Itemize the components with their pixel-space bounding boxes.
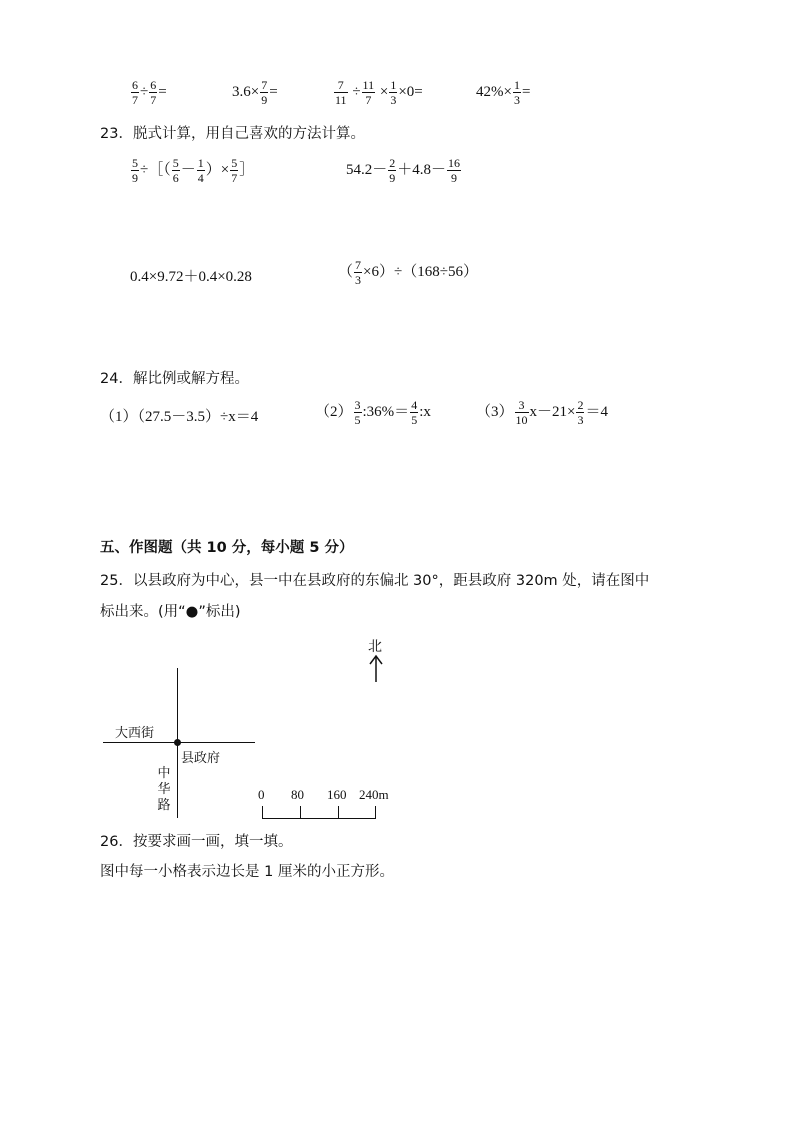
north-arrow-icon: [366, 654, 386, 684]
denominator: 7: [132, 93, 138, 107]
road-char: 华: [157, 782, 171, 797]
denominator: 9: [389, 171, 396, 185]
expr-text: ＋4.8－: [397, 161, 447, 178]
numerator: 5: [231, 156, 238, 170]
section-heading: 五、作图题（共 10 分，每小题 5 分）: [100, 540, 354, 556]
expr-text: （: [338, 263, 354, 280]
denominator: 9: [451, 171, 458, 185]
denominator: 3: [390, 93, 397, 107]
expr-row1-4: [476, 78, 530, 107]
operator: ÷: [352, 83, 361, 100]
numerator: 16: [448, 156, 461, 170]
denominator: 10: [515, 413, 528, 427]
numerator: 2: [577, 398, 584, 412]
expr-text: ）×: [205, 161, 230, 178]
expr-text: ＝4: [585, 403, 608, 420]
north-label: 北: [368, 639, 382, 655]
expr-row1-2: [232, 78, 278, 107]
expr-text: :36%＝: [362, 403, 410, 420]
denominator: 11: [335, 93, 347, 107]
denominator: 6: [172, 171, 179, 185]
denominator: 5: [411, 413, 418, 427]
q26-text-line1: 26．按要求画一画，填一填。: [100, 834, 293, 850]
county-gov-point: [174, 739, 181, 746]
scale-tick: [262, 806, 263, 819]
expr-text: ×0=: [398, 83, 423, 100]
q25-text-line2: 标出来。(用“●”标出): [100, 604, 241, 620]
expr-row1-3: [333, 78, 423, 107]
expr-text: 42%×: [476, 83, 512, 100]
gov-label: 县政府: [181, 751, 221, 766]
scale-tick: [375, 806, 376, 819]
operator: ×: [379, 83, 389, 100]
denominator: 3: [577, 413, 584, 427]
q24-title: 24．解比例或解方程。: [100, 371, 249, 387]
numerator: 6: [150, 78, 157, 92]
operator: ÷: [140, 83, 149, 100]
scale-label-240m: 240m: [359, 787, 389, 802]
scale-baseline: [262, 818, 376, 819]
denominator: 7: [150, 93, 157, 107]
numerator: 7: [334, 78, 348, 93]
q24-eq-3: [476, 398, 608, 427]
numerator: 7: [261, 78, 268, 92]
equals: =: [521, 83, 531, 100]
q23-expr-b: [346, 156, 462, 185]
denominator: 9: [261, 93, 268, 107]
denominator: 9: [132, 171, 138, 185]
numerator: 5: [172, 156, 179, 170]
numerator: 3: [354, 398, 361, 412]
numerator: 1: [513, 78, 520, 92]
q25-text-line1: 25．以县政府为中心，县一中在县政府的东偏北 30°，距县政府 320m 处，请在图中: [100, 573, 650, 589]
scale-tick: [338, 806, 339, 819]
expr-text: －: [180, 161, 196, 178]
equals: =: [269, 83, 278, 100]
numerator: 4: [411, 398, 418, 412]
denominator: 3: [513, 93, 520, 107]
scale-tick: [300, 806, 301, 819]
q23-expr-c: 0.4×9.72＋0.4×0.28: [130, 269, 252, 285]
road-label: [157, 766, 171, 814]
road-char: 中: [157, 766, 171, 781]
denominator: 5: [354, 413, 361, 427]
q23-expr-d: [338, 258, 478, 287]
expr-row1-1: [130, 78, 167, 107]
numerator: 11: [362, 78, 375, 92]
expr-text: :x: [419, 403, 431, 420]
numerator: 2: [389, 156, 396, 170]
road-char: 路: [157, 798, 171, 813]
expr-text: ］: [239, 161, 255, 178]
scale-label-0: 0: [258, 787, 265, 802]
scale-label-80: 80: [291, 787, 304, 802]
q24-eq-2: [315, 398, 431, 427]
expr-text: 54.2－: [346, 161, 388, 178]
expr-text: ÷［（: [140, 161, 171, 178]
street-label: 大西街: [115, 726, 155, 741]
denominator: 3: [355, 273, 362, 287]
numerator: 6: [132, 78, 138, 92]
q23-title: 23．脱式计算，用自己喜欢的方法计算。: [100, 126, 365, 142]
numerator: 1: [390, 78, 397, 92]
denominator: 4: [197, 171, 204, 185]
numerator: 1: [197, 156, 204, 170]
numerator: 3: [515, 398, 529, 413]
expr-text: （3）: [476, 403, 514, 420]
expr-text: ×6）÷（168÷56）: [363, 263, 478, 280]
denominator: 7: [231, 171, 238, 185]
denominator: 7: [365, 93, 372, 107]
scale-label-160: 160: [327, 787, 347, 802]
expr-text: 3.6×: [232, 83, 260, 100]
numerator: 7: [355, 258, 362, 272]
numerator: 5: [132, 156, 138, 170]
equals: =: [158, 83, 167, 100]
q24-eq-1: （1）（27.5－3.5）÷x＝4: [100, 409, 259, 425]
q23-expr-a: [130, 156, 254, 185]
expr-text: x－21×: [529, 403, 576, 420]
expr-text: （2）: [315, 403, 353, 420]
q26-text-line2: 图中每一小格表示边长是 1 厘米的小正方形。: [100, 864, 394, 880]
